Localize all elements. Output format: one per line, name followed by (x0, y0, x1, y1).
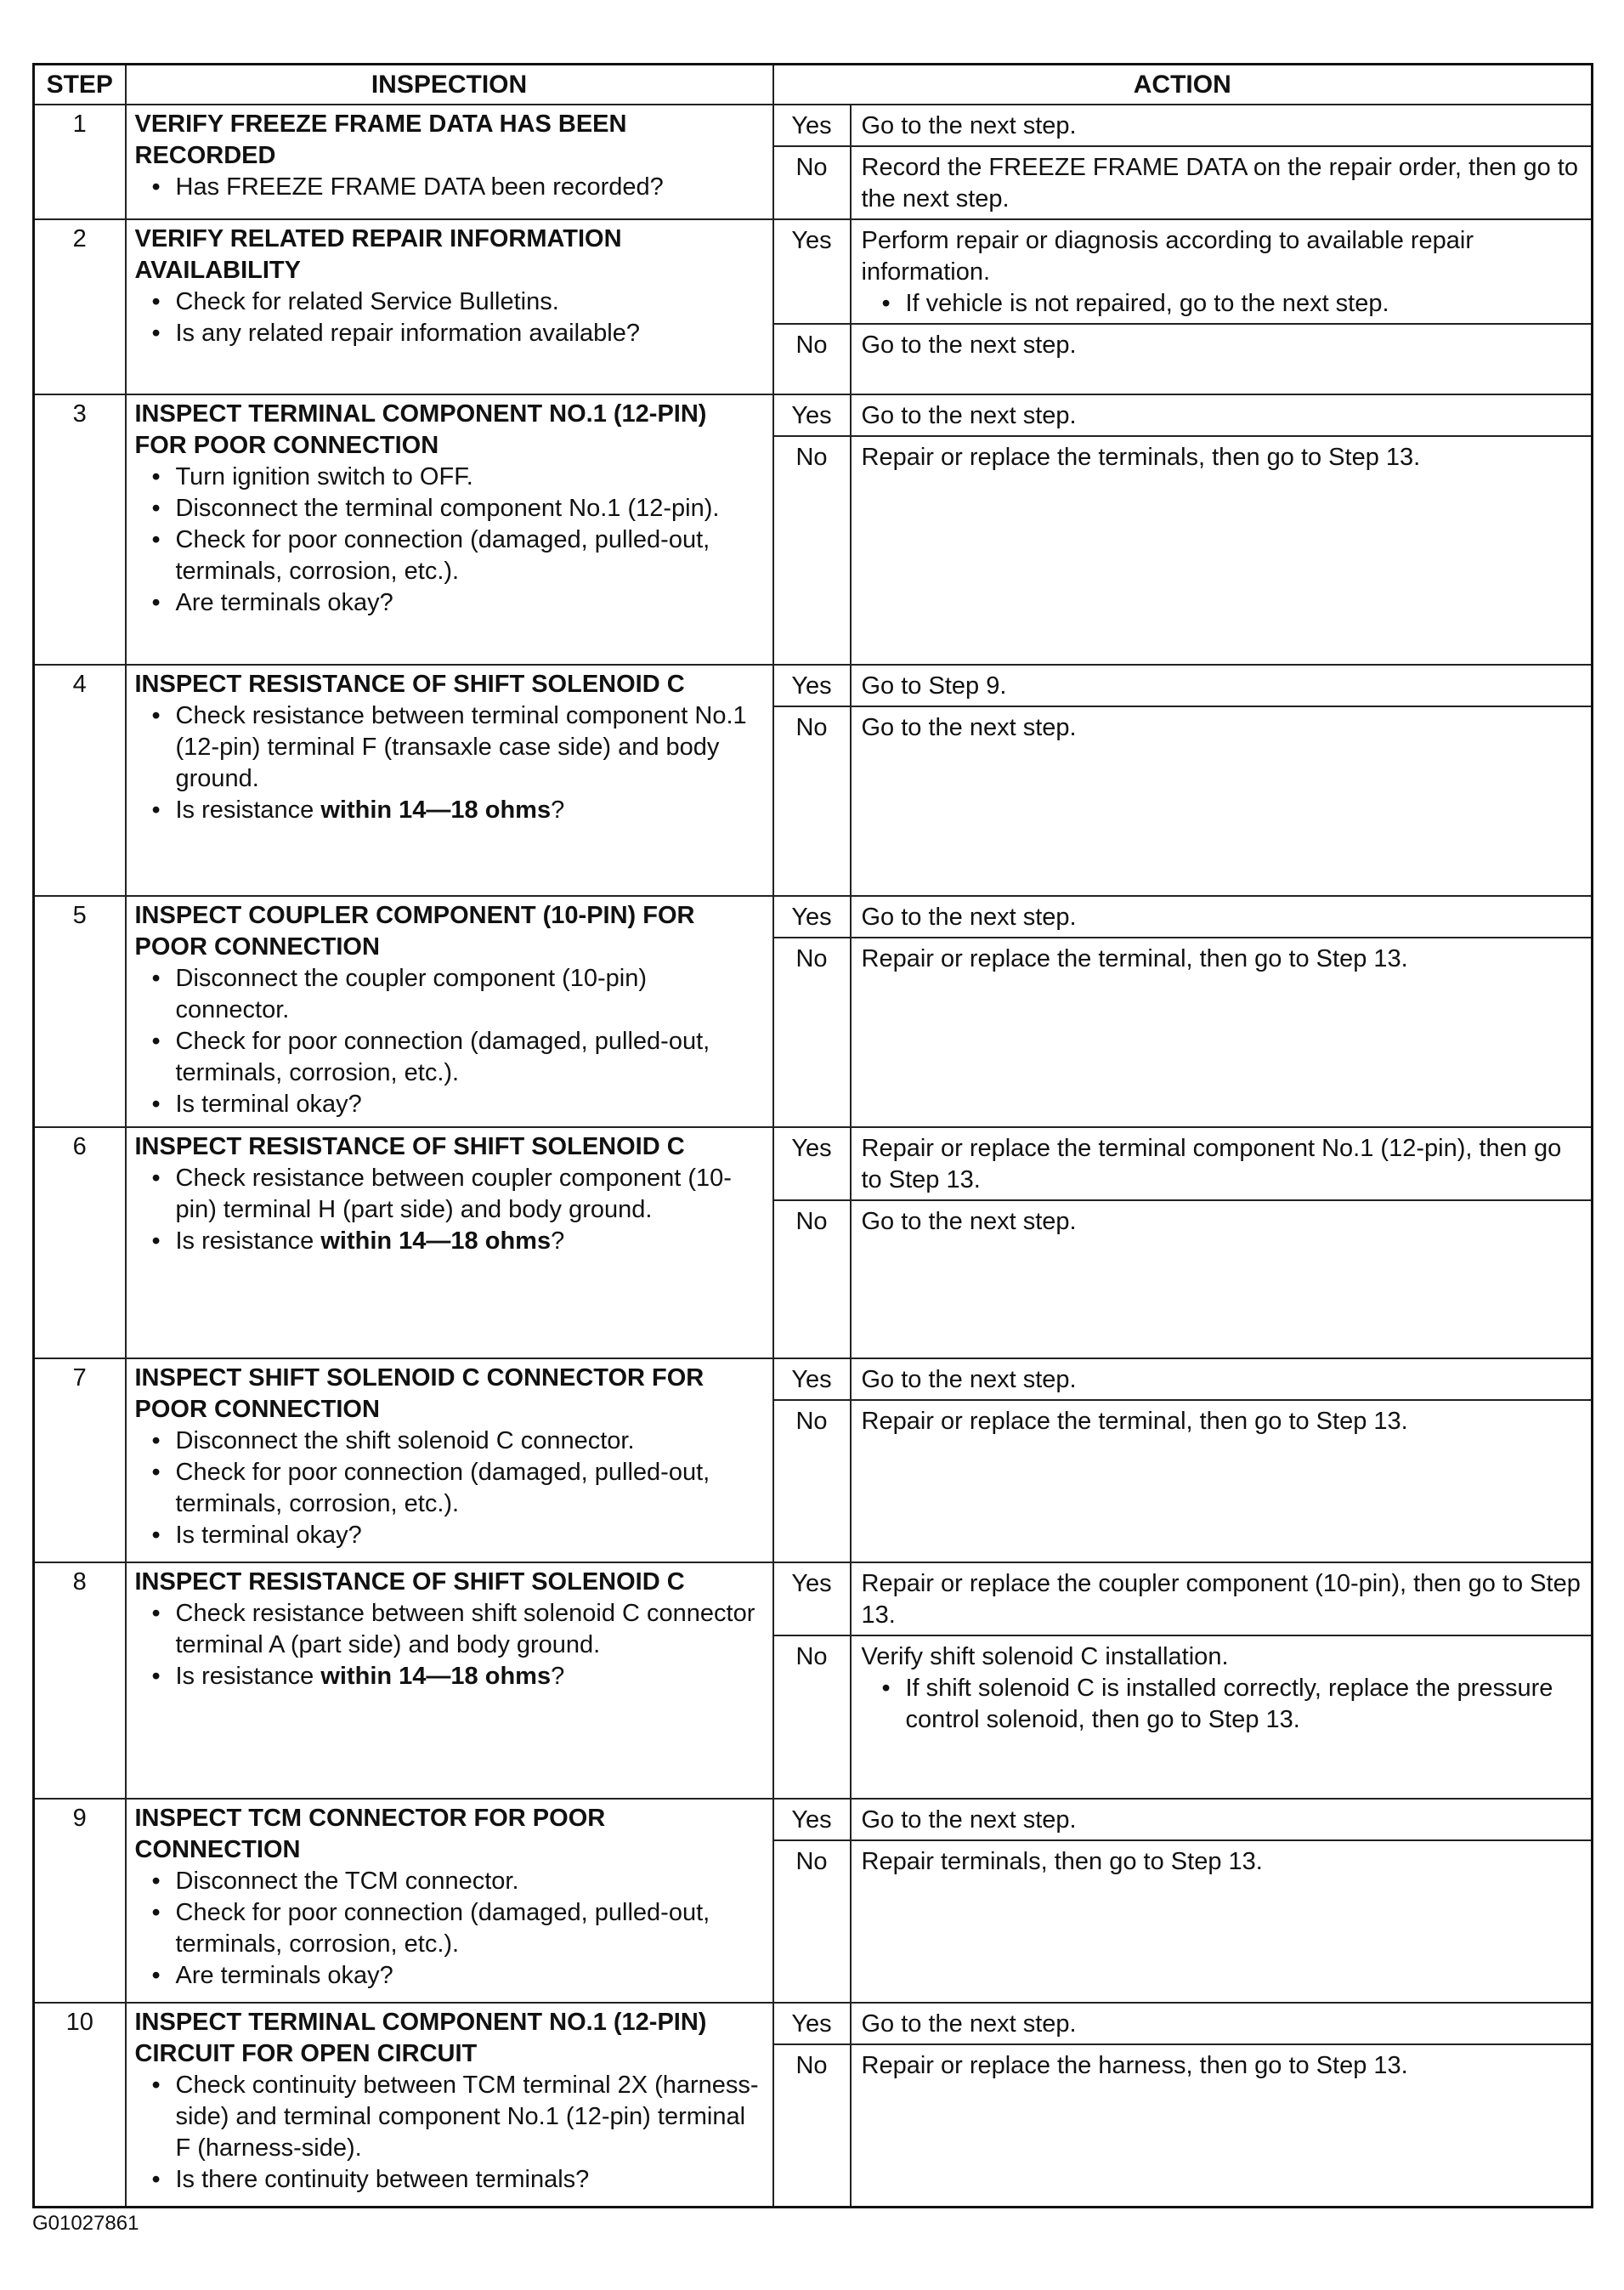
step-number: 4 (34, 665, 126, 896)
inspection-bullet: • Has FREEZE FRAME DATA been recorded? (135, 172, 764, 203)
inspection-cell (126, 1562, 773, 1799)
table-row (34, 1799, 1593, 2003)
yes-label: Yes (774, 395, 852, 435)
bullet-spec: within 14—18 ohms (320, 1663, 552, 1690)
result-stack (774, 395, 1592, 664)
table-row (34, 896, 1593, 1127)
inspection-bullet: • Check for related Service Bulletins. (135, 286, 764, 318)
inspection-bullet: • Check continuity between TCM terminal 2X (harness-side) and terminal component No.1 (12-pin) terminal F (harness-side). (135, 2070, 764, 2164)
yes-action (852, 1359, 1592, 1399)
inspection-title: INSPECT SHIFT SOLENOID C CONNECTOR FOR POOR CONNECTION (134, 1364, 704, 1423)
diagnostic-table (32, 63, 1593, 2208)
no-action (852, 2045, 1592, 2206)
step-number: 8 (34, 1562, 126, 1799)
inspection-bullet: • Is terminal okay? (135, 1089, 764, 1120)
no-branch (774, 1839, 1592, 2002)
result-stack (774, 2004, 1592, 2206)
inspection-title: INSPECT COUPLER COMPONENT (10-PIN) FOR POOR CONNECTION (134, 902, 695, 961)
no-label: No (774, 1201, 852, 1358)
no-label: No (774, 437, 852, 664)
yes-label: Yes (774, 897, 852, 937)
inspection-bullets (135, 1163, 764, 1257)
no-label: No (774, 1401, 852, 1562)
yes-label: Yes (774, 1128, 852, 1199)
figure-code: G01027861 (32, 2212, 139, 2235)
no-label: No (774, 938, 852, 1126)
no-label: No (774, 325, 852, 394)
inspection-title: INSPECT TCM CONNECTOR FOR POOR CONNECTION (134, 1805, 606, 1863)
inspection-bullets (135, 700, 764, 826)
inspection-cell (126, 896, 773, 1127)
yes-action (852, 220, 1592, 323)
yes-label: Yes (774, 666, 852, 706)
yes-label: Yes (774, 1800, 852, 1839)
yes-branch (774, 395, 1592, 435)
yes-action-text: Go to the next step. (861, 2010, 1077, 2038)
yes-action (852, 105, 1592, 145)
no-branch (774, 937, 1592, 1126)
inspection-bullet: • Disconnect the TCM connector. (135, 1866, 764, 1897)
step-number: 6 (34, 1127, 126, 1358)
yes-label: Yes (774, 2004, 852, 2043)
bullet-spec: within 14—18 ohms (320, 796, 552, 824)
inspection-bullet: • Is terminal okay? (135, 1520, 764, 1551)
yes-action-text: Repair or replace the coupler component (10-pin), then go to Step 13. (861, 1570, 1581, 1629)
inspection-bullet: • Check for poor connection (damaged, pulled-out, terminals, corrosion, etc.). (135, 1026, 764, 1089)
inspection-bullet: • Check for poor connection (damaged, pulled-out, terminals, corrosion, etc.). (135, 1897, 764, 1960)
result-cell (773, 105, 1593, 219)
result-cell (773, 1799, 1593, 2003)
yes-action (852, 2004, 1592, 2043)
bullet-text: ? (551, 1663, 565, 1690)
yes-action-text: Repair or replace the terminal component No.1 (12-pin), then go to Step 13. (861, 1135, 1562, 1193)
no-action (852, 437, 1592, 664)
no-action-text: Repair or replace the terminals, then go to Step 13. (861, 444, 1421, 471)
result-stack (774, 666, 1592, 895)
no-action-text: Go to the next step. (861, 1208, 1077, 1235)
header-step: STEP (34, 65, 126, 105)
yes-label: Yes (774, 1359, 852, 1399)
yes-branch (774, 105, 1592, 145)
inspection-bullet: • Check resistance between shift solenoid C connector terminal A (part side) and body ground. (135, 1598, 764, 1661)
step-number: 9 (34, 1799, 126, 2003)
result-stack (774, 1359, 1592, 1562)
yes-branch (774, 897, 1592, 937)
result-cell (773, 1562, 1593, 1799)
bullet-spec: within 14—18 ohms (320, 1227, 552, 1255)
yes-action-text: Go to the next step. (861, 402, 1077, 429)
result-cell (773, 665, 1593, 896)
table-row (34, 219, 1593, 394)
inspection-cell (126, 219, 773, 394)
no-branch (774, 2043, 1592, 2206)
result-stack (774, 220, 1592, 394)
inspection-bullet: • Disconnect the shift solenoid C connector. (135, 1426, 764, 1457)
result-cell (773, 1358, 1593, 1562)
yes-action-text: Go to Step 9. (861, 672, 1007, 700)
no-action-bullets (862, 1673, 1583, 1736)
no-action-text: Go to the next step. (861, 332, 1077, 359)
yes-action (852, 1563, 1592, 1635)
inspection-cell (126, 1799, 773, 2003)
result-cell (773, 2003, 1593, 2208)
yes-action (852, 897, 1592, 937)
inspection-title: VERIFY RELATED REPAIR INFORMATION AVAILABILITY (134, 225, 622, 284)
yes-branch (774, 1563, 1592, 1635)
header-inspection: INSPECTION (126, 65, 773, 105)
result-stack (774, 897, 1592, 1126)
table-row (34, 1358, 1593, 1562)
no-label: No (774, 707, 852, 895)
no-action (852, 1841, 1592, 2002)
no-action-text: Repair or replace the terminal, then go to Step 13. (861, 1408, 1408, 1435)
inspection-bullet: • Are terminals okay? (135, 587, 764, 619)
inspection-cell (126, 1358, 773, 1562)
result-cell (773, 394, 1593, 665)
yes-branch (774, 1359, 1592, 1399)
table-header-row (34, 65, 1593, 105)
yes-action (852, 395, 1592, 435)
no-action (852, 1636, 1592, 1798)
yes-action-text: Perform repair or diagnosis according to available repair information. (861, 227, 1474, 286)
table-body (34, 105, 1593, 2208)
no-action (852, 325, 1592, 394)
no-action-text: Go to the next step. (861, 714, 1077, 741)
table-row (34, 2003, 1593, 2208)
yes-action-bullets (862, 288, 1583, 320)
inspection-cell (126, 105, 773, 219)
no-action (852, 1401, 1592, 1562)
inspection-bullet (135, 1226, 764, 1257)
no-action-bullet: • If shift solenoid C is installed correctly, replace the pressure control solenoid, then go to Step 13. (862, 1673, 1583, 1736)
result-cell (773, 1127, 1593, 1358)
yes-label: Yes (774, 105, 852, 145)
no-label: No (774, 2045, 852, 2206)
yes-branch (774, 220, 1592, 323)
step-number: 2 (34, 219, 126, 394)
inspection-bullet: • Check for poor connection (damaged, pulled-out, terminals, corrosion, etc.). (135, 1457, 764, 1520)
no-action-text: Repair terminals, then go to Step 13. (861, 1848, 1263, 1875)
no-label: No (774, 1636, 852, 1798)
yes-branch (774, 2004, 1592, 2043)
inspection-title: INSPECT TERMINAL COMPONENT NO.1 (12-PIN) CIRCUIT FOR OPEN CIRCUIT (134, 2009, 707, 2067)
inspection-bullets (135, 1866, 764, 1992)
inspection-bullets (135, 1598, 764, 1692)
yes-branch (774, 666, 1592, 706)
no-label: No (774, 1841, 852, 2002)
no-action (852, 707, 1592, 895)
inspection-bullets (135, 462, 764, 619)
inspection-bullets (135, 286, 764, 349)
inspection-bullets (135, 1426, 764, 1551)
no-branch (774, 435, 1592, 664)
result-stack (774, 1563, 1592, 1798)
inspection-cell (126, 394, 773, 665)
inspection-cell (126, 2003, 773, 2208)
inspection-bullets (135, 963, 764, 1120)
yes-action-text: Go to the next step. (861, 904, 1077, 931)
no-action (852, 147, 1592, 218)
inspection-bullets (135, 172, 764, 203)
inspection-title: INSPECT RESISTANCE OF SHIFT SOLENOID C (134, 1133, 685, 1160)
yes-action (852, 1128, 1592, 1199)
no-branch (774, 1199, 1592, 1358)
inspection-bullet: • Turn ignition switch to OFF. (135, 462, 764, 493)
inspection-bullet: • Are terminals okay? (135, 1960, 764, 1992)
inspection-title: VERIFY FREEZE FRAME DATA HAS BEEN RECORDED (134, 111, 627, 169)
no-action-text: Repair or replace the terminal, then go to Step 13. (861, 945, 1408, 972)
step-number: 10 (34, 2003, 126, 2208)
inspection-cell (126, 665, 773, 896)
result-stack (774, 105, 1592, 218)
inspection-bullets (135, 2070, 764, 2196)
bullet-text: Is resistance (175, 796, 321, 824)
yes-action-text: Go to the next step. (861, 1366, 1077, 1393)
inspection-bullet: • Is any related repair information available? (135, 318, 764, 349)
inspection-bullet: • Disconnect the terminal component No.1 (12-pin). (135, 493, 764, 524)
yes-label: Yes (774, 1563, 852, 1635)
table-row (34, 1127, 1593, 1358)
inspection-title: INSPECT TERMINAL COMPONENT NO.1 (12-PIN) FOR POOR CONNECTION (134, 400, 707, 459)
no-branch (774, 323, 1592, 394)
no-branch (774, 1635, 1592, 1798)
result-stack (774, 1800, 1592, 2002)
bullet-text: Is resistance (175, 1663, 321, 1690)
yes-action-text: Go to the next step. (861, 112, 1077, 139)
yes-action (852, 1800, 1592, 1839)
step-number: 3 (34, 394, 126, 665)
no-action (852, 938, 1592, 1126)
result-cell (773, 219, 1593, 394)
no-label: No (774, 147, 852, 218)
no-action-text: Record the FREEZE FRAME DATA on the repair order, then go to the next step. (861, 154, 1579, 213)
inspection-bullet: • Is there continuity between terminals? (135, 2164, 764, 2196)
inspection-bullet: • Check for poor connection (damaged, pulled-out, terminals, corrosion, etc.). (135, 524, 764, 587)
step-number: 1 (34, 105, 126, 219)
inspection-bullet (135, 1661, 764, 1692)
yes-branch (774, 1128, 1592, 1199)
bullet-text: ? (551, 1227, 565, 1255)
inspection-cell (126, 1127, 773, 1358)
no-branch (774, 145, 1592, 218)
inspection-bullet: • Check resistance between terminal component No.1 (12-pin) terminal F (transaxle case side) and body ground. (135, 700, 764, 795)
no-branch (774, 1399, 1592, 1562)
result-cell (773, 896, 1593, 1127)
table-row (34, 105, 1593, 219)
no-action (852, 1201, 1592, 1358)
inspection-title: INSPECT RESISTANCE OF SHIFT SOLENOID C (134, 671, 685, 698)
inspection-title: INSPECT RESISTANCE OF SHIFT SOLENOID C (134, 1568, 685, 1596)
bullet-text: Is resistance (175, 1227, 321, 1255)
result-stack (774, 1128, 1592, 1358)
yes-action-bullet: • If vehicle is not repaired, go to the next step. (862, 288, 1583, 320)
inspection-bullet: • Check resistance between coupler component (10-pin) terminal H (part side) and body ground. (135, 1163, 764, 1226)
header-action: ACTION (773, 65, 1593, 105)
table-row (34, 394, 1593, 665)
yes-action (852, 666, 1592, 706)
inspection-bullet (135, 795, 764, 826)
yes-action-text: Go to the next step. (861, 1806, 1077, 1834)
no-action-text: Verify shift solenoid C installation. (861, 1643, 1229, 1670)
table-row (34, 1562, 1593, 1799)
yes-label: Yes (774, 220, 852, 323)
bullet-text: ? (551, 796, 565, 824)
yes-branch (774, 1800, 1592, 1839)
no-branch (774, 706, 1592, 895)
step-number: 5 (34, 896, 126, 1127)
no-action-text: Repair or replace the harness, then go to Step 13. (861, 2052, 1408, 2079)
inspection-bullet: • Disconnect the coupler component (10-pin) connector. (135, 963, 764, 1026)
step-number: 7 (34, 1358, 126, 1562)
table-row (34, 665, 1593, 896)
